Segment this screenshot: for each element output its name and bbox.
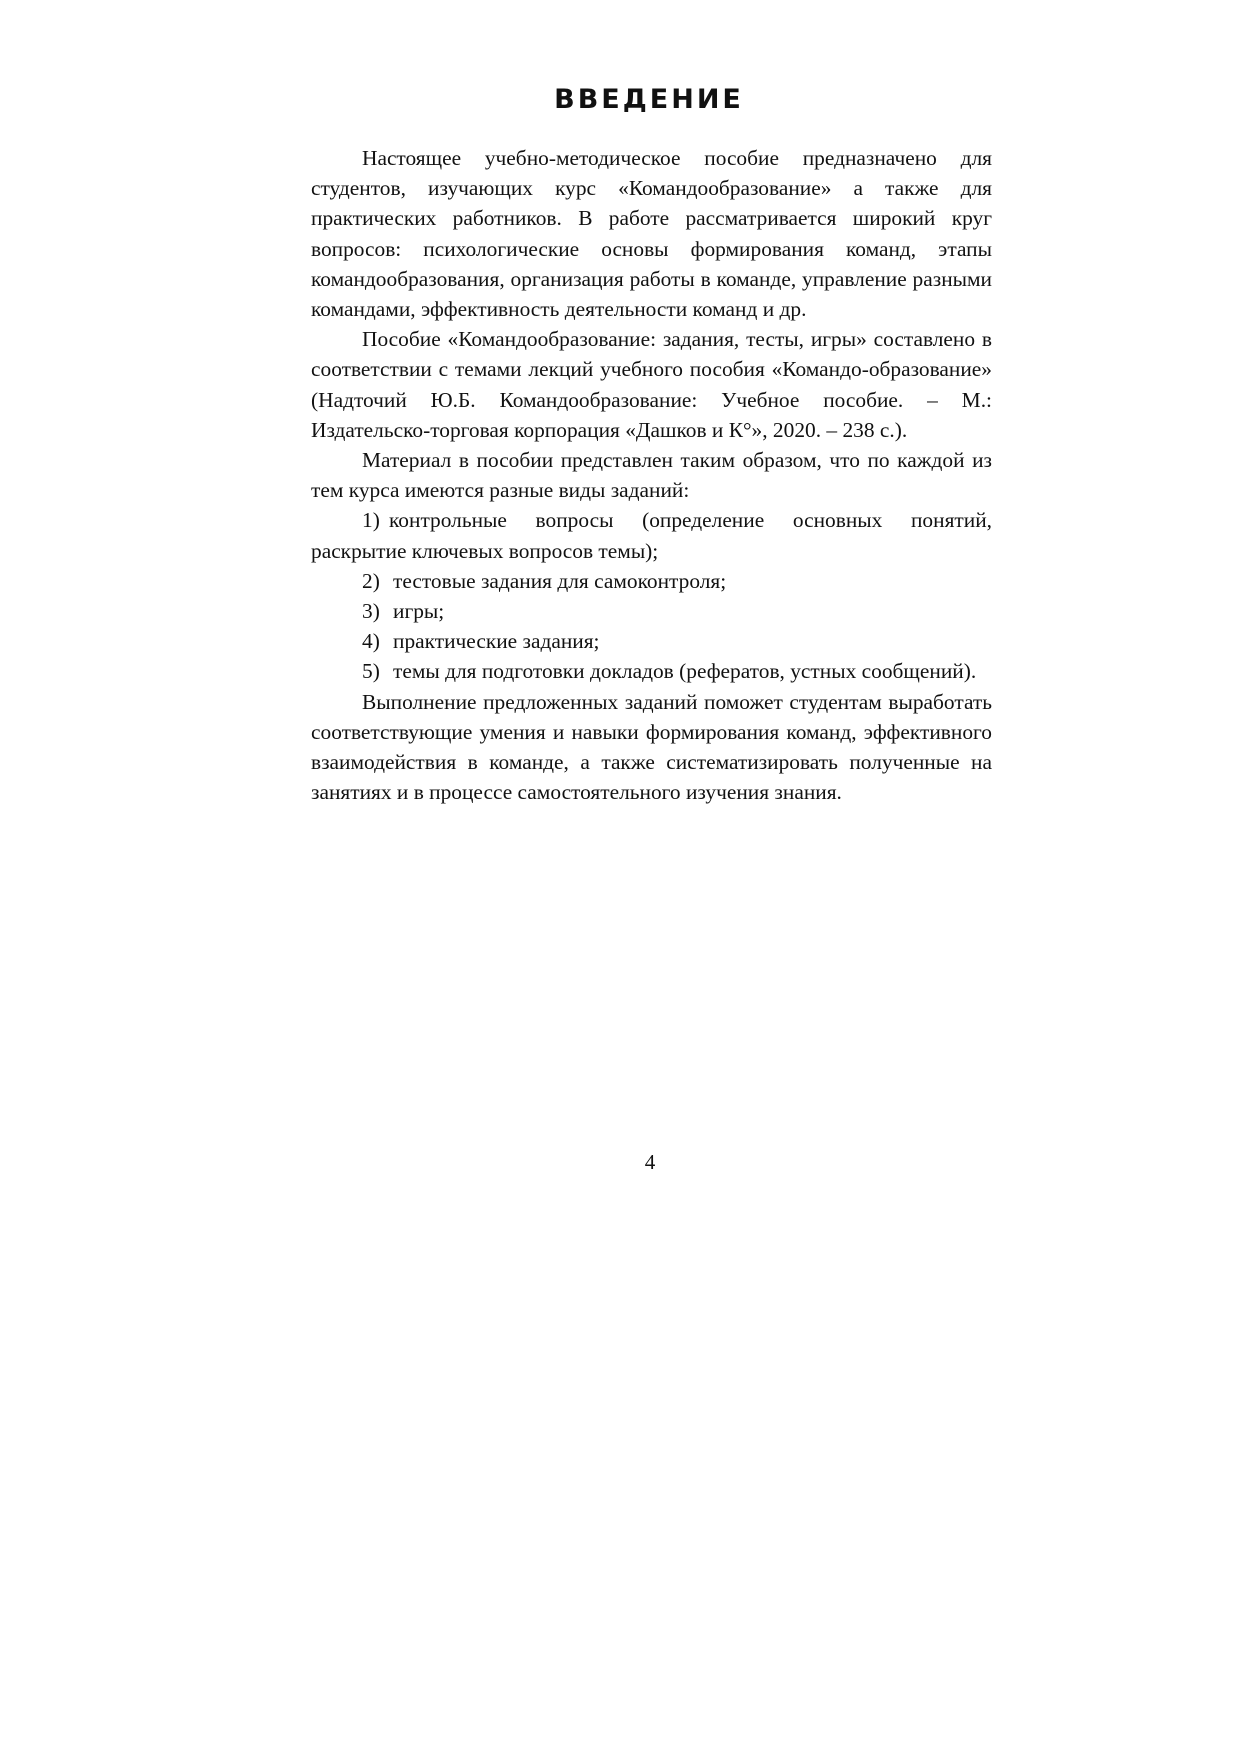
list-item-number: 4) (362, 629, 380, 654)
task-types-list (311, 505, 992, 686)
body-text (311, 143, 992, 807)
paragraph-source: Пособие «Командообразование: задания, тесты, игры» составлено в соответствии с темами лекций учебного пособия «Командо-образование» (Надточий Ю.Б. Командообразование: Учебное пособие. – М.: Издательско-торговая корпорация «Дашков и К°», 2020. – 238 с.). (311, 327, 992, 442)
list-item-number: 3) (362, 599, 380, 624)
list-item (311, 656, 992, 686)
list-item (311, 626, 992, 656)
list-item-text: контрольные вопросы (определение основных понятий, раскрытие ключевых вопросов темы); (311, 508, 992, 563)
paragraph-intro: Настоящее учебно-методическое пособие предназначено для студентов, изучающих курс «Командообразование» а также для практических работников. В работе рассматривается широкий круг вопросов: психологические основы формирования команд, этапы командообразования, организация работы в команде, управление разными командами, эффективность деятельности команд и др. (311, 146, 992, 322)
list-item (311, 505, 992, 565)
list-item-number: 2) (362, 568, 380, 593)
paragraph-material: Материал в пособии представлен таким образом, что по каждой из тем курса имеются разные виды заданий: (311, 448, 992, 503)
list-item (311, 596, 992, 626)
list-item-text: тестовые задания для самоконтроля; (393, 568, 727, 593)
list-item (311, 566, 992, 596)
list-item-text: игры; (393, 599, 445, 624)
list-item-text: практические задания; (393, 629, 600, 654)
page-title: ВВЕДЕНИЕ (554, 84, 744, 115)
list-item-text: темы для подготовки докладов (рефератов, устных сообщений). (393, 659, 977, 684)
paragraph-closing: Выполнение предложенных заданий поможет студентам выработать соответствующие умения и навыки формирования команд, эффективного взаимодействия в команде, а также систематизировать полученные на занятиях и в процессе самостоятельного изучения знания. (311, 689, 992, 805)
list-item-number: 1) (362, 508, 380, 533)
page-number: 4 (644, 1150, 656, 1174)
list-item-number: 5) (362, 659, 380, 684)
